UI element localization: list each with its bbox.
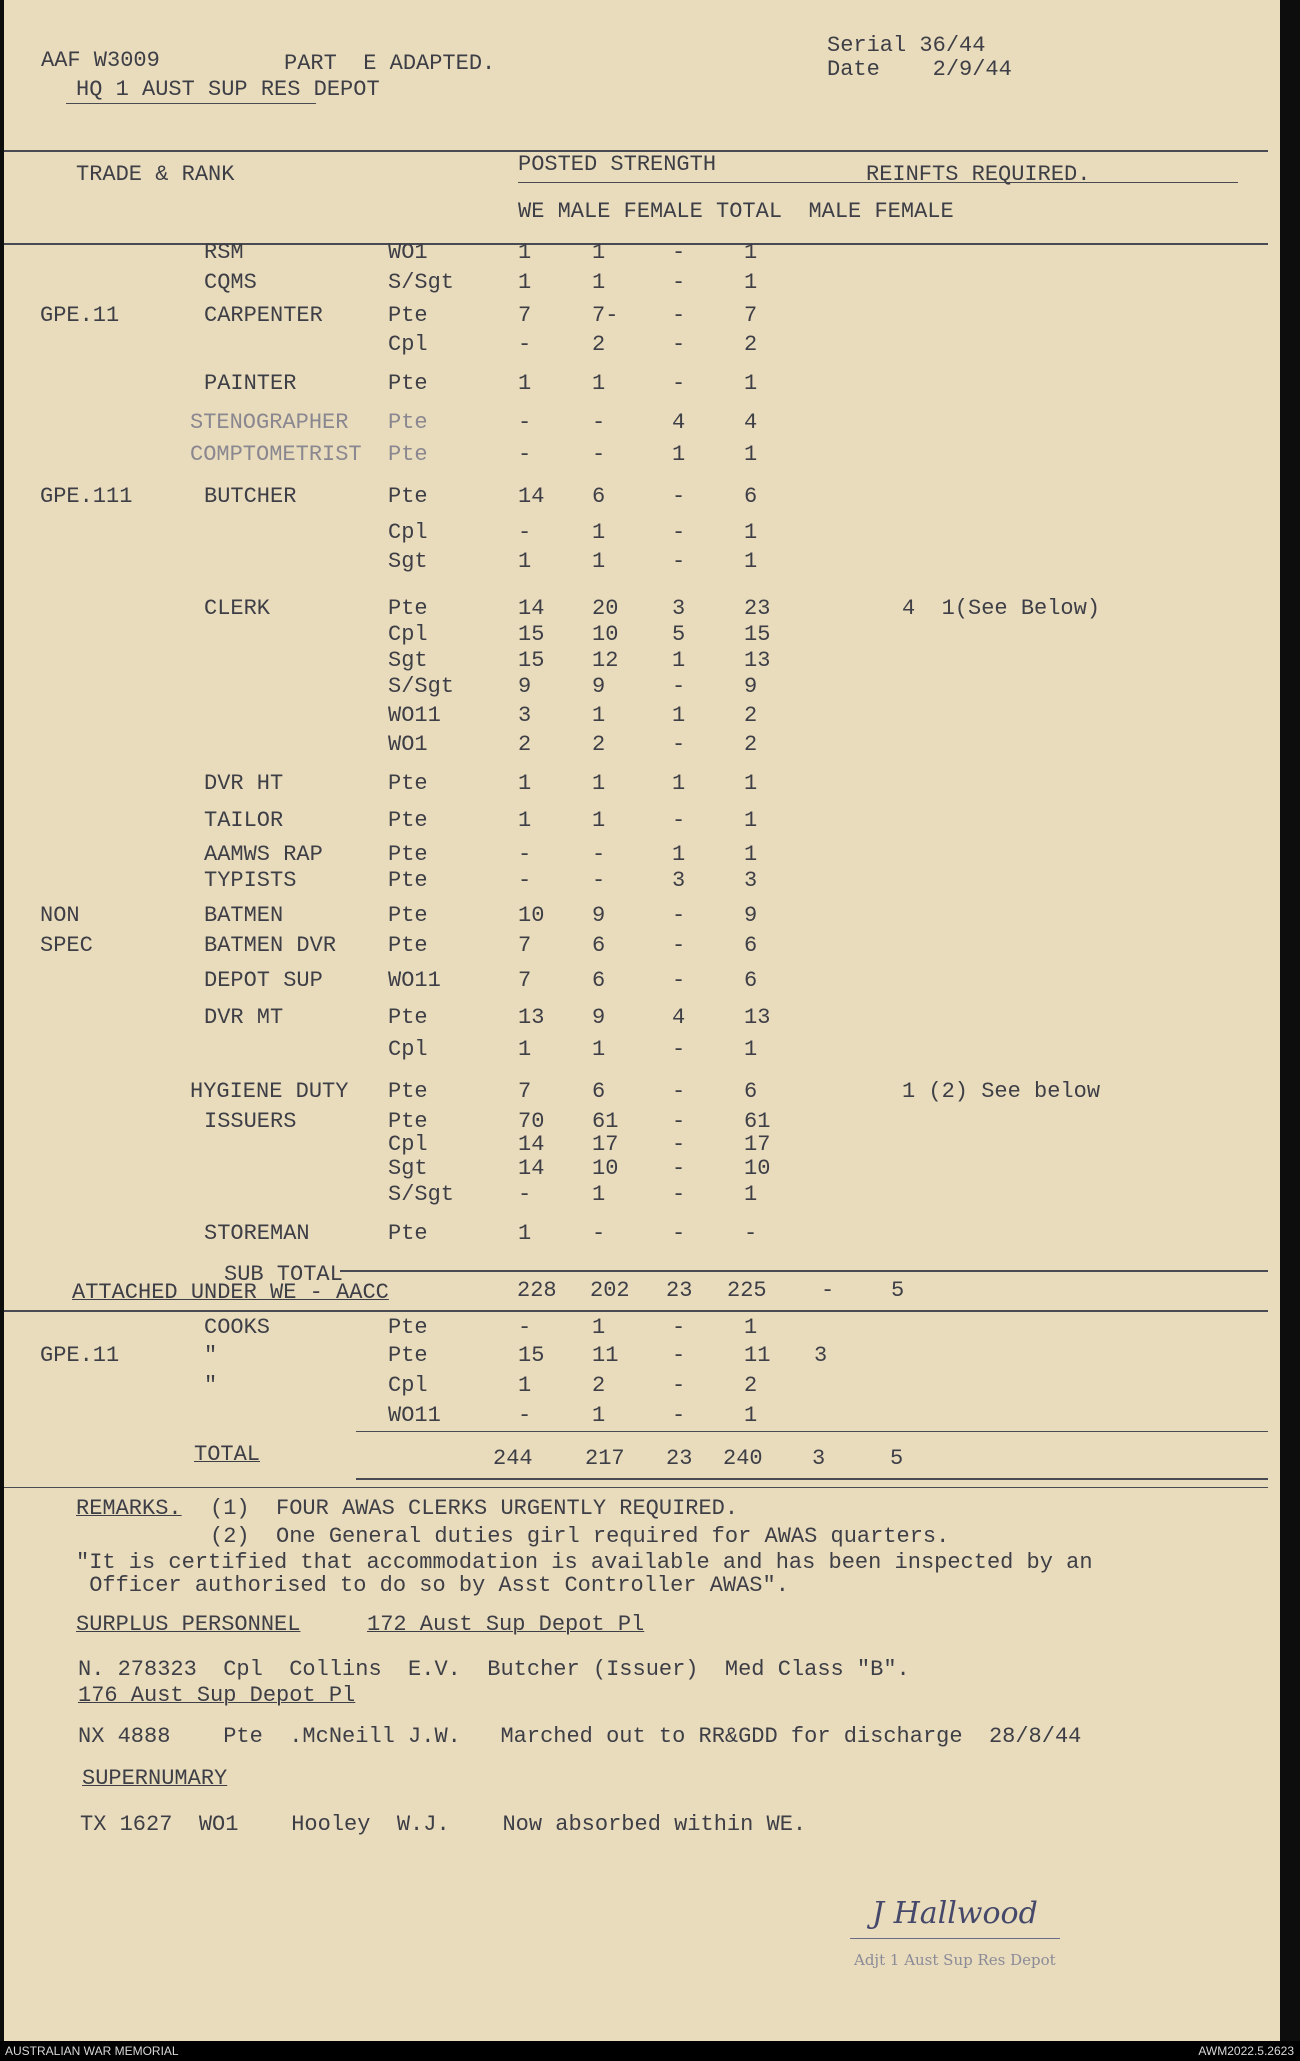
female-cell: -	[672, 1079, 686, 1104]
rank-cell: S/Sgt	[388, 270, 455, 295]
rank-cell: Sgt	[388, 1156, 428, 1181]
rank-cell: Sgt	[388, 648, 428, 673]
serial-number: Serial 36/44	[827, 33, 986, 58]
group-cell: GPE.11	[40, 303, 120, 328]
total-label: TOTAL	[194, 1442, 261, 1467]
female-cell: -	[672, 549, 686, 574]
male-cell: 1	[592, 771, 606, 796]
document-page	[4, 0, 1280, 2041]
subtotal-reinfts-male: -	[821, 1278, 835, 1303]
total-cell: 6	[744, 484, 758, 509]
trade-cell: BATMEN	[204, 903, 284, 928]
female-cell: -	[672, 1373, 686, 1398]
female-cell: -	[672, 1182, 686, 1207]
we-cell: -	[518, 868, 532, 893]
male-cell: 6	[592, 484, 606, 509]
rank-cell: Pte	[388, 771, 428, 796]
total-cell: 2	[744, 732, 758, 757]
total-cell: 6	[744, 1079, 758, 1104]
signature-title-stamp: Adjt 1 Aust Sup Res Depot	[854, 1951, 1056, 1969]
rank-cell: Pte	[388, 410, 428, 435]
rank-cell: Pte	[388, 371, 428, 396]
female-cell: -	[672, 1221, 686, 1246]
male-cell: 1	[592, 549, 606, 574]
total-male: 217	[585, 1446, 625, 1471]
footer-left: AUSTRALIAN WAR MEMORIAL	[5, 2044, 179, 2058]
male-cell: 1	[592, 520, 606, 545]
total-cell: 9	[744, 903, 758, 928]
trade-cell: COOKS	[204, 1315, 271, 1340]
rank-cell: Pte	[388, 484, 428, 509]
col-trade-rank: TRADE & RANK	[76, 162, 235, 187]
group-cell: NON	[40, 903, 80, 928]
male-cell: 20	[592, 596, 619, 621]
surplus-line-1: N. 278323 Cpl Collins E.V. Butcher (Issuer) Med Class "B".	[78, 1657, 910, 1682]
total-reinfts-female: 5	[890, 1446, 904, 1471]
trade-cell: DVR HT	[204, 771, 284, 796]
total-cell: 23	[744, 596, 771, 621]
total-female: 23	[666, 1446, 693, 1471]
male-cell: 1	[592, 270, 606, 295]
trade-cell: DVR MT	[204, 1005, 284, 1030]
total-cell: 10	[744, 1156, 771, 1181]
female-cell: -	[672, 371, 686, 396]
female-cell: -	[672, 520, 686, 545]
rank-cell: Pte	[388, 1079, 428, 1104]
total-cell: 1	[744, 1315, 758, 1340]
male-cell: 1	[592, 1403, 606, 1428]
rank-cell: WO11	[388, 703, 441, 728]
male-cell: 17	[592, 1132, 619, 1157]
female-cell: 1	[672, 648, 686, 673]
trade-cell: RSM	[204, 240, 244, 265]
rank-cell: Cpl	[388, 332, 428, 357]
certification-line-1: "It is certified that accommodation is available and has been inspected by an	[76, 1550, 1093, 1575]
female-cell: -	[672, 484, 686, 509]
rank-cell: WO11	[388, 968, 441, 993]
trade-cell: DEPOT SUP	[204, 968, 323, 993]
male-cell: 10	[592, 622, 619, 647]
total-rule-bottom	[356, 1478, 1268, 1480]
female-cell: -	[672, 1403, 686, 1428]
col-posted-strength: POSTED STRENGTH	[518, 152, 717, 177]
we-cell: 15	[518, 648, 545, 673]
we-cell: 7	[518, 1079, 532, 1104]
trade-cell: TAILOR	[204, 808, 284, 833]
female-cell: 1	[672, 442, 686, 467]
rank-cell: Pte	[388, 1343, 428, 1368]
we-cell: -	[518, 332, 532, 357]
we-cell: -	[518, 1315, 532, 1340]
remark-2: (2) One General duties girl required for AWAS quarters.	[210, 1524, 950, 1549]
we-cell: -	[518, 1403, 532, 1428]
total-cell: 61	[744, 1109, 771, 1134]
rank-cell: Cpl	[388, 520, 428, 545]
total-cell: 1	[744, 371, 758, 396]
we-cell: 15	[518, 1343, 545, 1368]
we-cell: 14	[518, 596, 545, 621]
we-cell: -	[518, 442, 532, 467]
supernumary-line: TX 1627 WO1 Hooley W.J. Now absorbed within WE.	[80, 1812, 807, 1837]
rank-cell: Cpl	[388, 1037, 428, 1062]
male-cell: 2	[592, 732, 606, 757]
total-cell: 17	[744, 1132, 771, 1157]
signature-line	[850, 1938, 1060, 1939]
trade-cell: BUTCHER	[204, 484, 297, 509]
female-cell: -	[672, 240, 686, 265]
total-cell: 9	[744, 674, 758, 699]
surplus-unit-2: 176 Aust Sup Depot Pl	[78, 1683, 356, 1708]
total-rule-double	[4, 1487, 1268, 1488]
rank-cell: Cpl	[388, 622, 428, 647]
trade-cell: COMPTOMETRIST	[190, 442, 362, 467]
subtotal-rule	[340, 1270, 1268, 1272]
we-cell: 70	[518, 1109, 545, 1134]
archive-footer	[0, 2041, 1300, 2061]
rank-cell: WO11	[388, 1403, 441, 1428]
we-cell: 1	[518, 549, 532, 574]
we-cell: 13	[518, 1005, 545, 1030]
total-cell: 3	[744, 868, 758, 893]
we-cell: 1	[518, 371, 532, 396]
remark-1: (1) FOUR AWAS CLERKS URGENTLY REQUIRED.	[210, 1496, 739, 1521]
total-we: 244	[493, 1446, 533, 1471]
form-part: PART E ADAPTED.	[284, 51, 496, 76]
rank-cell: WO1	[388, 732, 428, 757]
total-cell: -	[744, 1221, 758, 1246]
total-cell: 1	[744, 442, 758, 467]
col-sub-headers: WE MALE FEMALE TOTAL MALE FEMALE	[518, 199, 954, 224]
unit-underline	[66, 103, 316, 104]
subtotal-we: 228	[517, 1278, 557, 1303]
total-cell: 6	[744, 933, 758, 958]
rank-cell: Pte	[388, 808, 428, 833]
male-cell: -	[592, 868, 606, 893]
female-cell: -	[672, 1109, 686, 1134]
remarks-heading: REMARKS.	[76, 1496, 182, 1521]
rank-cell: S/Sgt	[388, 674, 455, 699]
male-cell: 1	[592, 1182, 606, 1207]
subtotal-reinfts-female: 5	[891, 1278, 905, 1303]
certification-line-2: Officer authorised to do so by Asst Controller AWAS".	[76, 1573, 789, 1598]
female-cell: -	[672, 903, 686, 928]
group-cell: GPE.11	[40, 1343, 120, 1368]
we-cell: 3	[518, 703, 532, 728]
male-cell: 6	[592, 968, 606, 993]
total-total: 240	[723, 1446, 763, 1471]
male-cell: 1	[592, 240, 606, 265]
we-cell: 1	[518, 1221, 532, 1246]
we-cell: -	[518, 842, 532, 867]
rank-cell: Pte	[388, 868, 428, 893]
female-cell: 1	[672, 771, 686, 796]
trade-cell: BATMEN DVR	[204, 933, 337, 958]
total-cell: 7	[744, 303, 758, 328]
trade-cell: STOREMAN	[204, 1221, 310, 1246]
total-cell: 1	[744, 1403, 758, 1428]
male-cell: 7-	[592, 303, 619, 328]
total-cell: 1	[744, 808, 758, 833]
male-cell: 11	[592, 1343, 619, 1368]
female-cell: 1	[672, 703, 686, 728]
female-cell: 5	[672, 622, 686, 647]
group-cell: GPE.111	[40, 484, 133, 509]
total-cell: 2	[744, 703, 758, 728]
attached-rule	[4, 1310, 1268, 1312]
total-cell: 11	[744, 1343, 771, 1368]
male-cell: 1	[592, 371, 606, 396]
female-cell: -	[672, 732, 686, 757]
header-rule-bottom	[4, 243, 1268, 245]
total-cell: 2	[744, 332, 758, 357]
we-cell: -	[518, 410, 532, 435]
male-cell: 9	[592, 674, 606, 699]
female-cell: -	[672, 808, 686, 833]
total-cell: 1	[744, 520, 758, 545]
male-cell: 12	[592, 648, 619, 673]
total-cell: 6	[744, 968, 758, 993]
male-cell: 1	[592, 808, 606, 833]
group-cell: SPEC	[40, 933, 93, 958]
rank-cell: Pte	[388, 596, 428, 621]
female-cell: -	[672, 332, 686, 357]
supernumary-heading: SUPERNUMARY	[82, 1766, 228, 1791]
female-cell: 1	[672, 842, 686, 867]
trade-cell: PAINTER	[204, 371, 297, 396]
we-cell: 1	[518, 270, 532, 295]
male-cell: 61	[592, 1109, 619, 1134]
total-cell: 2	[744, 1373, 758, 1398]
male-cell: 1	[592, 703, 606, 728]
male-cell: 1	[592, 1037, 606, 1062]
we-cell: 7	[518, 933, 532, 958]
col-reinfts-required: REINFTS REQUIRED.	[866, 162, 1091, 187]
total-cell: 1	[744, 240, 758, 265]
signature: J Hallwood	[872, 1896, 1038, 1931]
female-cell: -	[672, 968, 686, 993]
male-cell: -	[592, 442, 606, 467]
trade-cell: STENOGRAPHER	[190, 410, 349, 435]
we-cell: 15	[518, 622, 545, 647]
female-cell: -	[672, 1343, 686, 1368]
trade-cell: ISSUERS	[204, 1109, 297, 1134]
we-cell: 1	[518, 1037, 532, 1062]
we-cell: 2	[518, 732, 532, 757]
male-cell: 2	[592, 1373, 606, 1398]
female-cell: -	[672, 303, 686, 328]
we-cell: 14	[518, 1132, 545, 1157]
male-cell: 2	[592, 332, 606, 357]
female-cell: 3	[672, 596, 686, 621]
surplus-heading: SURPLUS PERSONNEL	[76, 1612, 301, 1637]
rank-cell: S/Sgt	[388, 1182, 455, 1207]
female-cell: -	[672, 1156, 686, 1181]
we-cell: 14	[518, 1156, 545, 1181]
trade-cell: AAMWS RAP	[204, 842, 323, 867]
we-cell: 7	[518, 968, 532, 993]
reinfts-male-cell: 3	[814, 1343, 828, 1368]
rank-cell: Pte	[388, 442, 428, 467]
we-cell: 9	[518, 674, 532, 699]
we-cell: 1	[518, 808, 532, 833]
total-cell: 1	[744, 771, 758, 796]
rank-cell: Pte	[388, 903, 428, 928]
female-cell: 4	[672, 1005, 686, 1030]
unit-title: HQ 1 AUST SUP RES DEPOT	[76, 77, 380, 102]
male-cell: 6	[592, 1079, 606, 1104]
rank-cell: Pte	[388, 1315, 428, 1340]
subtotal-total: 225	[727, 1278, 767, 1303]
document-date: Date 2/9/44	[827, 57, 1012, 82]
reinfts-female-cell: 1 (2) See below	[902, 1079, 1101, 1104]
form-number: AAF W3009	[41, 48, 160, 73]
we-cell: 1	[518, 240, 532, 265]
male-cell: 1	[592, 1315, 606, 1340]
female-cell: -	[672, 1037, 686, 1062]
total-cell: 1	[744, 842, 758, 867]
total-reinfts-male: 3	[812, 1446, 826, 1471]
total-cell: 13	[744, 648, 771, 673]
we-cell: 14	[518, 484, 545, 509]
total-cell: 15	[744, 622, 771, 647]
reinfts-female-cell: 4 1(See Below)	[902, 596, 1101, 621]
rank-cell: Pte	[388, 842, 428, 867]
female-cell: -	[672, 1315, 686, 1340]
male-cell: 9	[592, 1005, 606, 1030]
trade-cell: CLERK	[204, 596, 271, 621]
trade-cell: CQMS	[204, 270, 257, 295]
total-cell: 1	[744, 1037, 758, 1062]
surplus-line-2: NX 4888 Pte .McNeill J.W. Marched out to RR&GDD for discharge 28/8/44	[78, 1724, 1082, 1749]
total-cell: 1	[744, 549, 758, 574]
we-cell: 1	[518, 1373, 532, 1398]
total-cell: 4	[744, 410, 758, 435]
male-cell: -	[592, 842, 606, 867]
female-cell: -	[672, 270, 686, 295]
total-rule-top	[356, 1431, 1268, 1432]
trade-cell: CARPENTER	[204, 303, 323, 328]
we-cell: -	[518, 520, 532, 545]
trade-cell: "	[204, 1373, 218, 1398]
subtotal-male: 202	[590, 1278, 630, 1303]
female-cell: 3	[672, 868, 686, 893]
male-cell: 9	[592, 903, 606, 928]
subtotal-label: SUB TOTAL	[224, 1262, 343, 1287]
female-cell: 4	[672, 410, 686, 435]
male-cell: -	[592, 1221, 606, 1246]
rank-cell: Sgt	[388, 549, 428, 574]
male-cell: 10	[592, 1156, 619, 1181]
rank-cell: Pte	[388, 303, 428, 328]
rank-cell: Pte	[388, 1221, 428, 1246]
attached-label: ATTACHED UNDER WE - AACC	[72, 1280, 389, 1305]
rank-cell: Cpl	[388, 1373, 428, 1398]
rank-cell: Cpl	[388, 1132, 428, 1157]
total-cell: 1	[744, 1182, 758, 1207]
rank-cell: Pte	[388, 1005, 428, 1030]
female-cell: -	[672, 933, 686, 958]
we-cell: 7	[518, 303, 532, 328]
male-cell: 6	[592, 933, 606, 958]
rank-cell: Pte	[388, 933, 428, 958]
total-cell: 13	[744, 1005, 771, 1030]
trade-cell: TYPISTS	[204, 868, 297, 893]
rank-cell: Pte	[388, 1109, 428, 1134]
rank-cell: WO1	[388, 240, 428, 265]
total-cell: 1	[744, 270, 758, 295]
male-cell: -	[592, 410, 606, 435]
female-cell: -	[672, 1132, 686, 1157]
trade-cell: "	[204, 1343, 218, 1368]
we-cell: 1	[518, 771, 532, 796]
we-cell: 10	[518, 903, 545, 928]
header-rule-mid	[518, 182, 1238, 183]
trade-cell: HYGIENE DUTY	[190, 1079, 349, 1104]
surplus-unit-1: 172 Aust Sup Depot Pl	[367, 1612, 645, 1637]
we-cell: -	[518, 1182, 532, 1207]
footer-right: AWM2022.5.2623	[1198, 2044, 1294, 2058]
female-cell: -	[672, 674, 686, 699]
subtotal-female: 23	[666, 1278, 693, 1303]
